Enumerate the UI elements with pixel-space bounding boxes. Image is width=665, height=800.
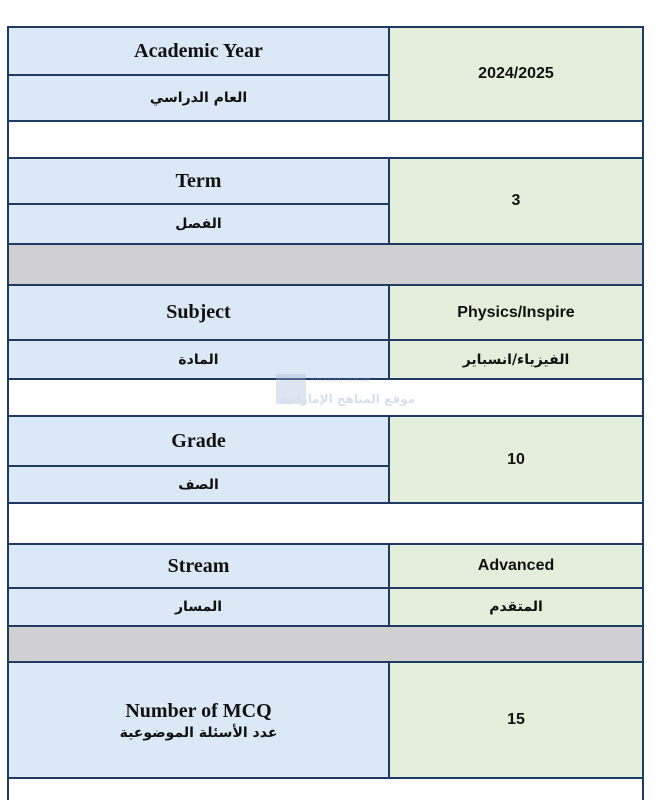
watermark-url: almanahj.com/ae	[310, 376, 371, 384]
grade-label-en: Grade	[7, 415, 390, 467]
term-value: 3	[388, 157, 644, 245]
stream-label-en: Stream	[7, 543, 390, 589]
spacer-row-1	[7, 120, 644, 159]
term-label-ar: الفصل	[7, 203, 390, 245]
watermark-text: موقع المناهج الإماراتية	[280, 392, 416, 406]
subject-label-ar: المادة	[7, 339, 390, 380]
stream-value-ar: المتقدم	[388, 587, 644, 627]
subject-value-en: Physics/Inspire	[388, 284, 644, 341]
academic-year-value: 2024/2025	[388, 26, 644, 122]
mcq-label-ar: عدد الأسئلة الموضوعية	[119, 724, 278, 741]
mcq-label-en: Number of MCQ	[125, 699, 272, 722]
mcq-label-cell	[7, 661, 390, 779]
site-watermark	[276, 374, 416, 430]
stream-value-en: Advanced	[388, 543, 644, 589]
grade-value: 10	[388, 415, 644, 504]
stream-label-ar: المسار	[7, 587, 390, 627]
separator-row-1	[7, 243, 644, 286]
subject-label-en: Subject	[7, 284, 390, 341]
term-label-en: Term	[7, 157, 390, 205]
academic-year-label-ar: العام الدراسي	[7, 74, 390, 122]
academic-year-label-en: Academic Year	[7, 26, 390, 76]
spacer-row-3	[7, 502, 644, 545]
subject-value-ar: الفيزياء/انسباير	[388, 339, 644, 380]
bottom-blank-row	[7, 777, 644, 800]
mcq-value: 15	[388, 661, 644, 779]
separator-row-2	[7, 625, 644, 663]
grade-label-ar: الصف	[7, 465, 390, 504]
